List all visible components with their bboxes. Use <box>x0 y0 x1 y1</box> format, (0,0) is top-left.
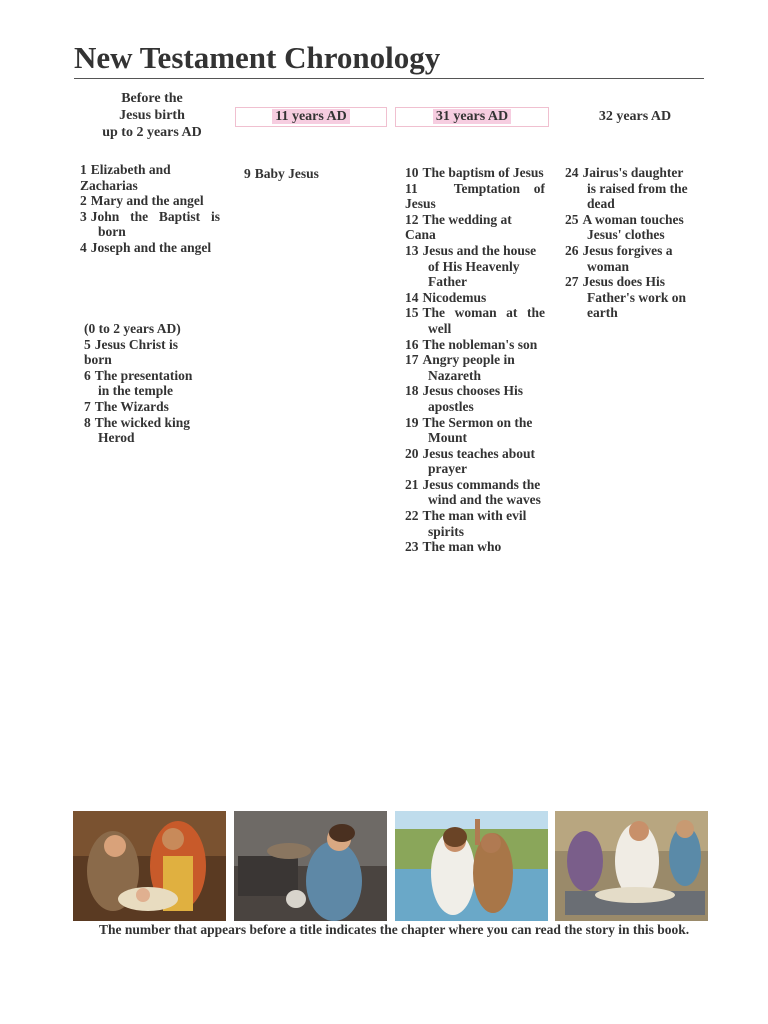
list-item <box>405 212 545 243</box>
list-item <box>565 274 693 321</box>
list-item <box>405 477 545 508</box>
col1-list-a <box>80 162 220 256</box>
chapter-title: The Wizards <box>94 398 169 414</box>
chapter-number: 7 <box>84 398 91 414</box>
chapter-title: Jesus teaches about prayer <box>422 445 536 477</box>
chapter-title: Temptation of Jesus <box>405 180 545 212</box>
list-item <box>84 368 194 399</box>
chapter-number: 16 <box>405 336 419 352</box>
col4-list <box>565 165 693 321</box>
chapter-title: The baptism of Jesus <box>422 165 544 180</box>
chapter-title: Joseph and the angel <box>90 239 212 255</box>
heading-line: Jesus birth <box>119 108 185 123</box>
heading-line: Before the <box>121 91 183 106</box>
chapter-title: Jesus Christ is born <box>84 336 179 368</box>
list-item <box>80 240 220 256</box>
chapter-title: The man who <box>422 539 502 555</box>
chapter-number: 26 <box>565 242 579 258</box>
chapter-number: 9 <box>244 166 251 181</box>
chapter-number: 22 <box>405 508 419 524</box>
chapter-title: Jairus's daughter is raised from the dead <box>582 165 688 212</box>
list-item <box>405 508 545 539</box>
chapter-number: 3 <box>80 208 87 224</box>
chapter-number: 23 <box>405 539 419 555</box>
heading-32-years: 32 years AD <box>598 109 672 124</box>
chapter-title: Mary and the angel <box>90 193 204 209</box>
chapter-number: 24 <box>565 165 579 180</box>
chapter-title: Jesus does His Father's work on earth <box>582 274 686 321</box>
list-item <box>80 193 220 209</box>
chapter-title: Nicodemus <box>422 289 487 305</box>
heading-line: up to 2 years AD <box>102 125 202 140</box>
chapter-number: 27 <box>565 274 579 290</box>
heading-label: 31 years AD <box>433 109 511 124</box>
illustration-strip <box>73 811 708 921</box>
chapter-title: The man with evil spirits <box>422 508 527 539</box>
chapter-number: 17 <box>405 352 419 368</box>
list-item <box>405 446 545 477</box>
list-item <box>565 165 693 212</box>
list-item <box>405 181 545 212</box>
list-item <box>244 166 384 182</box>
chapter-number: 15 <box>405 305 419 321</box>
heading-before-birth <box>84 90 220 141</box>
jairus-daughter-illustration <box>555 811 708 921</box>
chapter-title: The wedding at Cana <box>405 211 512 243</box>
list-item <box>565 212 693 243</box>
chapter-title: Jesus forgives a woman <box>582 242 673 274</box>
chapter-title: A woman touches Jesus' clothes <box>582 211 684 243</box>
chapter-title: John the Baptist is born <box>90 208 220 240</box>
chapter-title: The wicked king Herod <box>94 414 191 446</box>
chapter-number: 1 <box>80 162 87 177</box>
chapter-number: 4 <box>80 239 87 255</box>
chapter-title: Angry people in Nazareth <box>422 352 515 383</box>
chapter-number: 14 <box>405 289 419 305</box>
list-item <box>405 352 545 383</box>
list-item <box>405 415 545 446</box>
list-item <box>80 162 220 193</box>
chapter-title: The nobleman's son <box>422 336 538 352</box>
heading-31-years <box>395 107 549 127</box>
chapter-number: 19 <box>405 414 419 430</box>
chapter-number: 2 <box>80 193 87 209</box>
col2-list <box>244 166 384 182</box>
list-item <box>84 399 194 415</box>
chapter-number: 10 <box>405 165 419 180</box>
chapter-number: 21 <box>405 476 419 492</box>
chapter-title: Jesus chooses His apostles <box>422 383 524 414</box>
title-rule <box>74 78 704 79</box>
list-item <box>405 243 545 290</box>
chapter-number: 13 <box>405 242 419 258</box>
chapter-title: The presentation in the temple <box>94 367 193 399</box>
praying-woman-illustration <box>234 811 387 921</box>
heading-label: 11 years AD <box>272 109 350 124</box>
heading-11-years <box>235 107 387 127</box>
nativity-illustration <box>73 811 226 921</box>
list-item <box>405 290 545 306</box>
chapter-number: 5 <box>84 336 91 352</box>
list-item <box>405 337 545 353</box>
chapter-number: 25 <box>565 211 579 227</box>
chapter-number: 18 <box>405 383 419 399</box>
list-item <box>405 165 545 181</box>
sub-heading: (0 to 2 years AD) <box>84 321 181 336</box>
list-item <box>84 337 194 368</box>
list-item <box>84 415 194 446</box>
chapter-title: Baby Jesus <box>254 166 319 181</box>
chapter-number: 11 <box>405 180 418 196</box>
chapter-number: 6 <box>84 367 91 383</box>
page-title: New Testament Chronology <box>74 40 441 75</box>
chapter-title: The woman at the well <box>422 305 545 336</box>
list-item <box>405 383 545 414</box>
list-item <box>405 305 545 336</box>
chapter-title: Jesus commands the wind and the waves <box>422 476 541 508</box>
col1-list-b <box>84 321 194 451</box>
col3-list <box>405 165 545 592</box>
chapter-number: 12 <box>405 211 419 227</box>
chapter-title: The Sermon on the Mount <box>422 414 533 446</box>
caption: The number that appears before a title indicates the chapter where you can read the story in this book. <box>99 922 690 937</box>
list-item <box>80 209 220 240</box>
list-item <box>565 243 693 274</box>
baptism-illustration <box>395 811 548 921</box>
list-item <box>405 539 545 555</box>
chapter-title: Elizabeth and Zacharias <box>80 162 171 193</box>
chapter-number: 8 <box>84 414 91 430</box>
chapter-title: Jesus and the house of His Heavenly Father <box>422 242 537 290</box>
chapter-number: 20 <box>405 445 419 461</box>
